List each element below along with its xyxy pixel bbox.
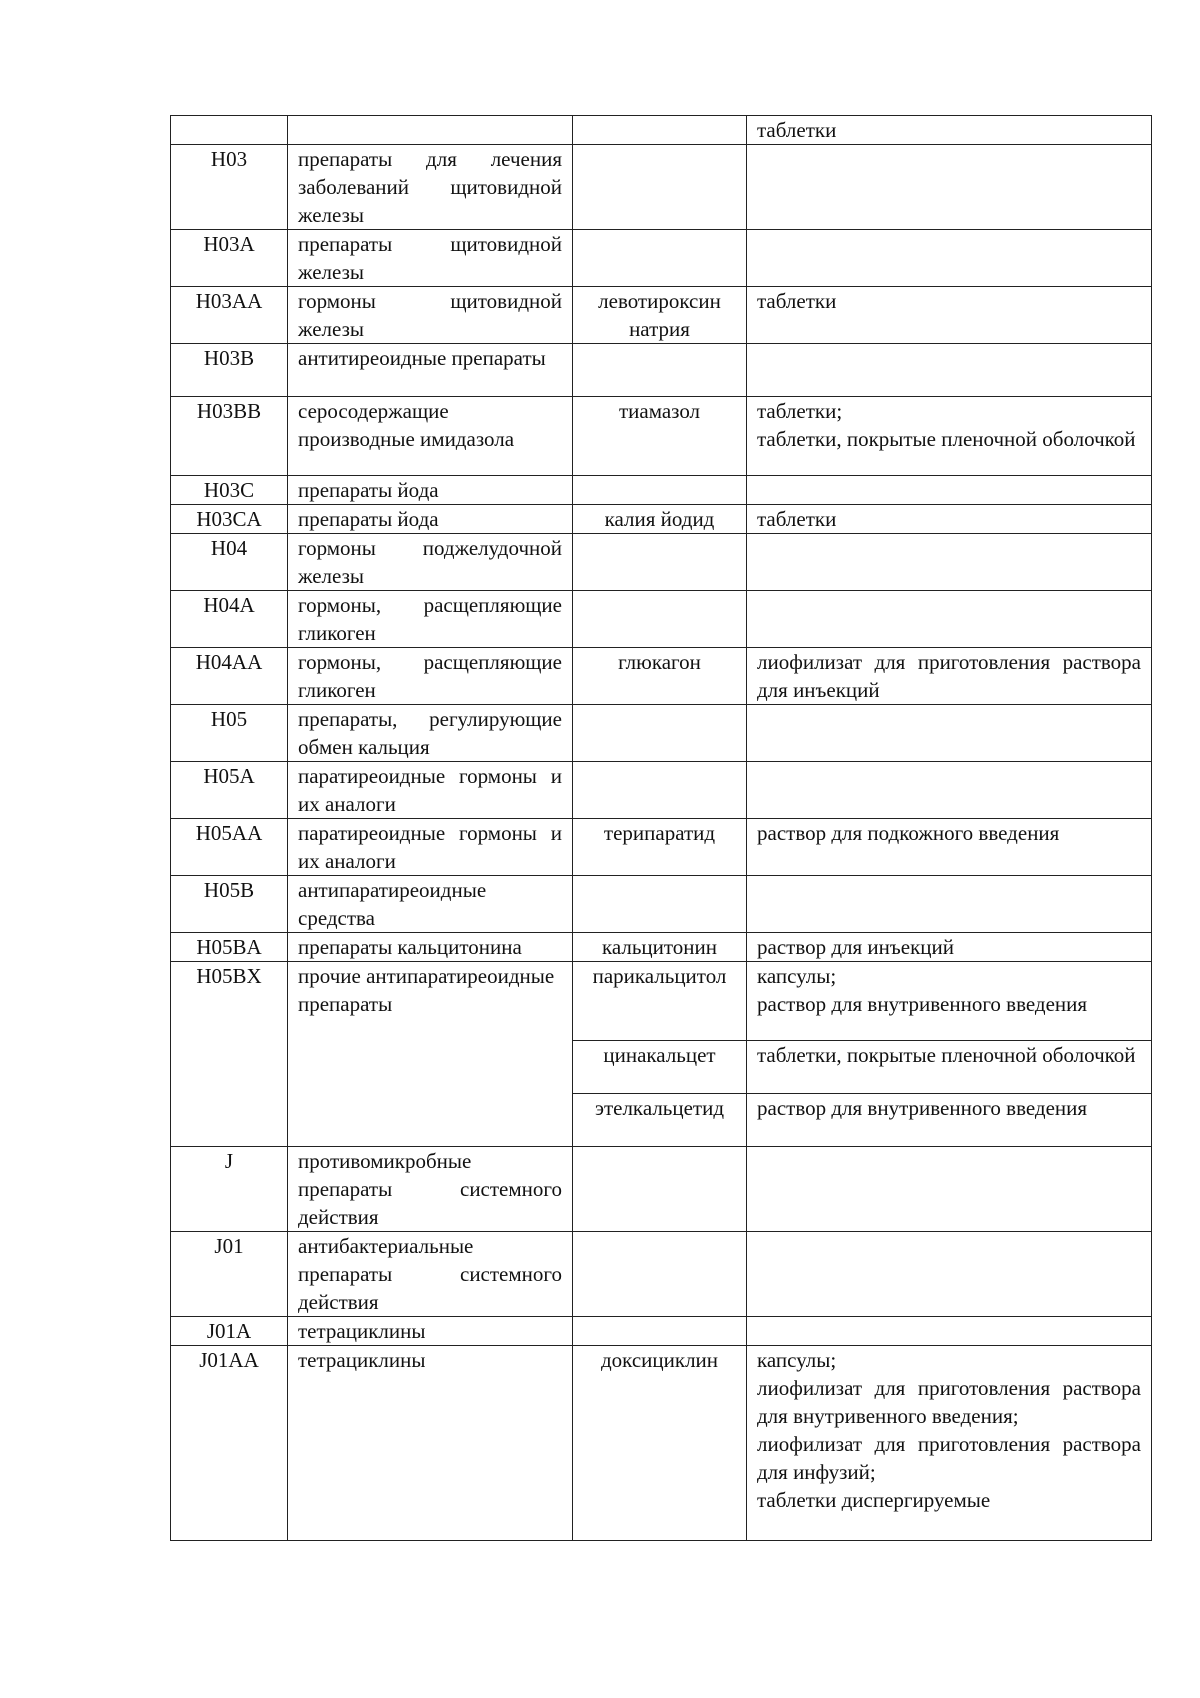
- atc-code-cell: J01A: [171, 1317, 288, 1346]
- drug-name-cell: левотироксин натрия: [573, 287, 747, 344]
- table-row: [171, 933, 1152, 962]
- group-name-cell: серосодержащие производные имидазола: [288, 397, 573, 476]
- table-row: [171, 397, 1152, 476]
- drug-name-cell: [573, 1232, 747, 1317]
- dosage-form-cell: [747, 591, 1152, 648]
- dosage-form-cell: [747, 1232, 1152, 1317]
- table-row: [171, 962, 1152, 1041]
- atc-code-cell: H05BA: [171, 933, 288, 962]
- dosage-form-cell: [747, 876, 1152, 933]
- drug-name-cell: [573, 534, 747, 591]
- atc-code-cell: H03A: [171, 230, 288, 287]
- atc-code-cell: H05: [171, 705, 288, 762]
- drug-name-cell: глюкагон: [573, 648, 747, 705]
- group-name-cell: [288, 116, 573, 145]
- drug-name-cell: [573, 705, 747, 762]
- group-name-cell: препараты йода: [288, 505, 573, 534]
- atc-code-cell: H05AA: [171, 819, 288, 876]
- drug-name-cell: [573, 876, 747, 933]
- group-name-cell: антитиреоидные препараты: [288, 344, 573, 397]
- drug-name-cell: [573, 344, 747, 397]
- group-name-cell: тетрациклины: [288, 1346, 573, 1541]
- group-name-cell: гормоны, расщепляющие гликоген: [288, 591, 573, 648]
- drug-name-cell: [573, 116, 747, 145]
- atc-code-cell: H04A: [171, 591, 288, 648]
- table-row: [171, 116, 1152, 145]
- group-name-cell: прочие антипаратиреоидные препараты: [288, 962, 573, 1147]
- group-name-cell: препараты кальцитонина: [288, 933, 573, 962]
- dosage-form-cell: [747, 1317, 1152, 1346]
- dosage-form-cell: [747, 534, 1152, 591]
- table-row: [171, 648, 1152, 705]
- group-name-cell: антипаратиреоидные средства: [288, 876, 573, 933]
- dosage-form-cell: капсулы; раствор для внутривенного введения: [747, 962, 1152, 1041]
- drug-name-cell: [573, 230, 747, 287]
- dosage-form-cell: [747, 762, 1152, 819]
- table-row: [171, 762, 1152, 819]
- table-row: [171, 145, 1152, 230]
- table-row: [171, 819, 1152, 876]
- table-row: [171, 1232, 1152, 1317]
- group-name-cell: препараты йода: [288, 476, 573, 505]
- atc-code-cell: H03AA: [171, 287, 288, 344]
- drug-name-cell: парикальцитол: [573, 962, 747, 1041]
- atc-code-cell: [171, 116, 288, 145]
- atc-code-cell: H03B: [171, 344, 288, 397]
- group-name-cell: паратиреоидные гормоны и их аналоги: [288, 819, 573, 876]
- dosage-form-cell: раствор для инъекций: [747, 933, 1152, 962]
- dosage-form-cell: капсулы; лиофилизат для приготовления раствора для внутривенного введения; лиофилизат для приготовления раствора для инфузий; таблетки диспергируемые: [747, 1346, 1152, 1541]
- table-row: [171, 591, 1152, 648]
- table-row: [171, 876, 1152, 933]
- table-row: [171, 1317, 1152, 1346]
- drug-name-cell: [573, 591, 747, 648]
- group-name-cell: гормоны щитовидной железы: [288, 287, 573, 344]
- dosage-form-cell: раствор для подкожного введения: [747, 819, 1152, 876]
- dosage-form-cell: таблетки; таблетки, покрытые пленочной оболочкой: [747, 397, 1152, 476]
- drug-name-cell: доксициклин: [573, 1346, 747, 1541]
- drug-name-cell: кальцитонин: [573, 933, 747, 962]
- dosage-form-cell: таблетки, покрытые пленочной оболочкой: [747, 1041, 1152, 1094]
- drug-name-cell: тиамазол: [573, 397, 747, 476]
- dosage-form-cell: [747, 344, 1152, 397]
- atc-code-cell: H05B: [171, 876, 288, 933]
- table-row: [171, 505, 1152, 534]
- dosage-form-cell: таблетки: [747, 116, 1152, 145]
- table-row: [171, 705, 1152, 762]
- atc-code-cell: J01AA: [171, 1346, 288, 1541]
- drug-name-cell: [573, 476, 747, 505]
- table-row: [171, 287, 1152, 344]
- dosage-form-cell: [747, 1147, 1152, 1232]
- drug-name-cell: [573, 762, 747, 819]
- drug-name-cell: терипаратид: [573, 819, 747, 876]
- dosage-form-cell: [747, 705, 1152, 762]
- drug-name-cell: [573, 145, 747, 230]
- table-row: [171, 476, 1152, 505]
- dosage-form-cell: таблетки: [747, 505, 1152, 534]
- dosage-form-cell: таблетки: [747, 287, 1152, 344]
- table-row: [171, 1346, 1152, 1541]
- group-name-cell: гормоны, расщепляющие гликоген: [288, 648, 573, 705]
- drug-name-cell: цинакальцет: [573, 1041, 747, 1094]
- table-row: [171, 534, 1152, 591]
- dosage-form-cell: [747, 145, 1152, 230]
- atc-code-cell: H04: [171, 534, 288, 591]
- atc-code-cell: H03BB: [171, 397, 288, 476]
- table-row: [171, 344, 1152, 397]
- atc-code-cell: H05BX: [171, 962, 288, 1147]
- atc-code-cell: H04AA: [171, 648, 288, 705]
- atc-code-cell: H05A: [171, 762, 288, 819]
- atc-code-cell: J: [171, 1147, 288, 1232]
- group-name-cell: паратиреоидные гормоны и их аналоги: [288, 762, 573, 819]
- dosage-form-cell: лиофилизат для приготовления раствора для инъекций: [747, 648, 1152, 705]
- drug-name-cell: [573, 1317, 747, 1346]
- atc-code-cell: H03C: [171, 476, 288, 505]
- group-name-cell: препараты щитовидной железы: [288, 230, 573, 287]
- group-name-cell: гормоны поджелудочной железы: [288, 534, 573, 591]
- drug-name-cell: [573, 1147, 747, 1232]
- drug-name-cell: этелкальцетид: [573, 1094, 747, 1147]
- atc-code-cell: J01: [171, 1232, 288, 1317]
- table-row: [171, 1147, 1152, 1232]
- group-name-cell: антибактериальные препараты системного действия: [288, 1232, 573, 1317]
- dosage-form-cell: [747, 230, 1152, 287]
- group-name-cell: тетрациклины: [288, 1317, 573, 1346]
- group-name-cell: препараты для лечения заболеваний щитовидной железы: [288, 145, 573, 230]
- drug-name-cell: калия йодид: [573, 505, 747, 534]
- group-name-cell: противомикробные препараты системного действия: [288, 1147, 573, 1232]
- group-name-cell: препараты, регулирующие обмен кальция: [288, 705, 573, 762]
- table-row: [171, 230, 1152, 287]
- dosage-form-cell: раствор для внутривенного введения: [747, 1094, 1152, 1147]
- drug-classification-table: [170, 115, 1152, 1541]
- atc-code-cell: H03: [171, 145, 288, 230]
- dosage-form-cell: [747, 476, 1152, 505]
- atc-code-cell: H03CA: [171, 505, 288, 534]
